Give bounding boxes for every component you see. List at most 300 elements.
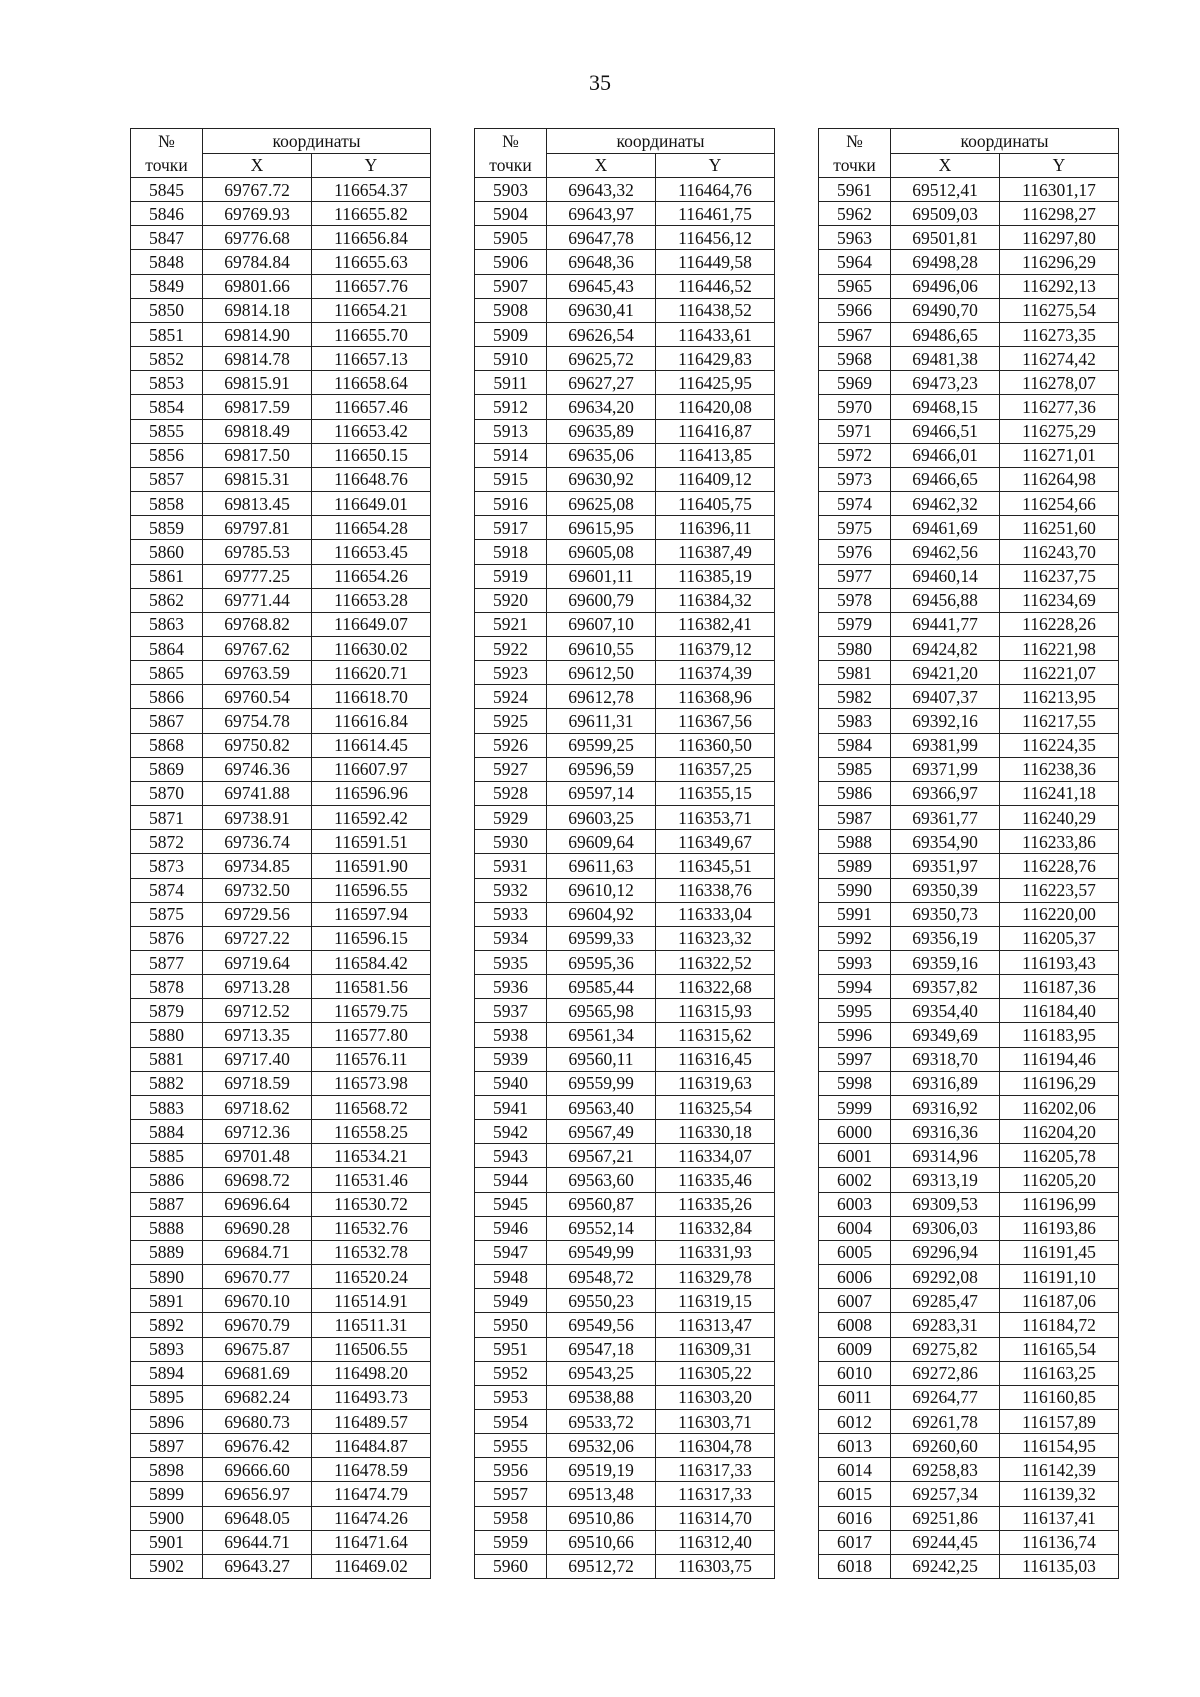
x-coordinate: 69549,56 bbox=[547, 1313, 656, 1337]
y-coordinate: 116240,29 bbox=[1000, 806, 1119, 830]
y-coordinate: 116237,75 bbox=[1000, 564, 1119, 588]
point-number: 5962 bbox=[819, 202, 891, 226]
header-coordinates: координаты bbox=[547, 129, 775, 154]
point-number: 5897 bbox=[131, 1434, 203, 1458]
point-number: 5936 bbox=[475, 975, 547, 999]
point-number: 5911 bbox=[475, 371, 547, 395]
table-row bbox=[131, 1071, 431, 1095]
table-row bbox=[475, 1095, 775, 1119]
x-coordinate: 69776.68 bbox=[203, 226, 312, 250]
x-coordinate: 69603,25 bbox=[547, 806, 656, 830]
table-row bbox=[475, 1337, 775, 1361]
y-coordinate: 116301,17 bbox=[1000, 178, 1119, 202]
point-number: 5845 bbox=[131, 178, 203, 202]
point-number: 5857 bbox=[131, 467, 203, 491]
table-row bbox=[131, 371, 431, 395]
x-coordinate: 69611,31 bbox=[547, 709, 656, 733]
x-coordinate: 69490,70 bbox=[891, 298, 1000, 322]
table-row bbox=[819, 1095, 1119, 1119]
table-row bbox=[819, 685, 1119, 709]
table-row bbox=[819, 1216, 1119, 1240]
point-number: 5856 bbox=[131, 443, 203, 467]
table-row bbox=[131, 1144, 431, 1168]
y-coordinate: 116316,45 bbox=[656, 1047, 775, 1071]
table-row bbox=[475, 1458, 775, 1482]
x-coordinate: 69533,72 bbox=[547, 1409, 656, 1433]
y-coordinate: 116315,62 bbox=[656, 1023, 775, 1047]
point-number: 5864 bbox=[131, 636, 203, 660]
point-number: 5961 bbox=[819, 178, 891, 202]
x-coordinate: 69630,41 bbox=[547, 298, 656, 322]
y-coordinate: 116449,58 bbox=[656, 250, 775, 274]
x-coordinate: 69392,16 bbox=[891, 709, 1000, 733]
y-coordinate: 116438,52 bbox=[656, 298, 775, 322]
point-number: 5940 bbox=[475, 1071, 547, 1095]
x-coordinate: 69543,25 bbox=[547, 1361, 656, 1385]
y-coordinate: 116241,18 bbox=[1000, 781, 1119, 805]
point-number: 5913 bbox=[475, 419, 547, 443]
y-coordinate: 116238,36 bbox=[1000, 757, 1119, 781]
y-coordinate: 116649.07 bbox=[312, 612, 431, 636]
point-number: 5975 bbox=[819, 516, 891, 540]
x-coordinate: 69501,81 bbox=[891, 226, 1000, 250]
point-number: 5875 bbox=[131, 902, 203, 926]
table-row bbox=[131, 1434, 431, 1458]
y-coordinate: 116137,41 bbox=[1000, 1506, 1119, 1530]
y-coordinate: 116234,69 bbox=[1000, 588, 1119, 612]
point-number: 6018 bbox=[819, 1554, 891, 1578]
y-coordinate: 116157,89 bbox=[1000, 1409, 1119, 1433]
table-row bbox=[819, 612, 1119, 636]
table-row bbox=[475, 564, 775, 588]
point-number: 5883 bbox=[131, 1095, 203, 1119]
table-row bbox=[819, 516, 1119, 540]
y-coordinate: 116464,76 bbox=[656, 178, 775, 202]
point-number: 6003 bbox=[819, 1192, 891, 1216]
x-coordinate: 69421,20 bbox=[891, 661, 1000, 685]
table-row bbox=[819, 951, 1119, 975]
table-row bbox=[475, 395, 775, 419]
table-row bbox=[131, 492, 431, 516]
point-number: 5977 bbox=[819, 564, 891, 588]
table-row bbox=[819, 926, 1119, 950]
table-row bbox=[131, 806, 431, 830]
table-row bbox=[131, 1337, 431, 1361]
header-point-label: точки bbox=[819, 153, 891, 178]
point-number: 5974 bbox=[819, 492, 891, 516]
table-row bbox=[819, 1289, 1119, 1313]
y-coordinate: 116251,60 bbox=[1000, 516, 1119, 540]
table-row bbox=[131, 854, 431, 878]
x-coordinate: 69675.87 bbox=[203, 1337, 312, 1361]
y-coordinate: 116355,15 bbox=[656, 781, 775, 805]
y-coordinate: 116330,18 bbox=[656, 1120, 775, 1144]
table-row bbox=[819, 1482, 1119, 1506]
header-point-number: № bbox=[819, 129, 891, 154]
x-coordinate: 69666.60 bbox=[203, 1458, 312, 1482]
point-number: 5854 bbox=[131, 395, 203, 419]
y-coordinate: 116194,46 bbox=[1000, 1047, 1119, 1071]
point-number: 6016 bbox=[819, 1506, 891, 1530]
y-coordinate: 116314,70 bbox=[656, 1506, 775, 1530]
table-row bbox=[475, 1361, 775, 1385]
y-coordinate: 116304,78 bbox=[656, 1434, 775, 1458]
x-coordinate: 69354,90 bbox=[891, 830, 1000, 854]
point-number: 5957 bbox=[475, 1482, 547, 1506]
x-coordinate: 69244,45 bbox=[891, 1530, 1000, 1554]
point-number: 5915 bbox=[475, 467, 547, 491]
point-number: 5997 bbox=[819, 1047, 891, 1071]
point-number: 5924 bbox=[475, 685, 547, 709]
table-row bbox=[131, 781, 431, 805]
y-coordinate: 116357,25 bbox=[656, 757, 775, 781]
point-number: 5882 bbox=[131, 1071, 203, 1095]
table-row bbox=[475, 516, 775, 540]
x-coordinate: 69698.72 bbox=[203, 1168, 312, 1192]
x-coordinate: 69366,97 bbox=[891, 781, 1000, 805]
table-row bbox=[475, 781, 775, 805]
table-row bbox=[131, 661, 431, 685]
point-number: 5999 bbox=[819, 1095, 891, 1119]
point-number: 6017 bbox=[819, 1530, 891, 1554]
y-coordinate: 116317,33 bbox=[656, 1482, 775, 1506]
x-coordinate: 69625,72 bbox=[547, 347, 656, 371]
y-coordinate: 116653.28 bbox=[312, 588, 431, 612]
point-number: 6014 bbox=[819, 1458, 891, 1482]
x-coordinate: 69604,92 bbox=[547, 902, 656, 926]
table-row bbox=[819, 1047, 1119, 1071]
y-coordinate: 116360,50 bbox=[656, 733, 775, 757]
x-coordinate: 69560,11 bbox=[547, 1047, 656, 1071]
point-number: 5861 bbox=[131, 564, 203, 588]
point-number: 5938 bbox=[475, 1023, 547, 1047]
y-coordinate: 116329,78 bbox=[656, 1265, 775, 1289]
x-coordinate: 69784.84 bbox=[203, 250, 312, 274]
table-row bbox=[475, 1554, 775, 1578]
table-row bbox=[475, 178, 775, 202]
x-coordinate: 69461,69 bbox=[891, 516, 1000, 540]
x-coordinate: 69635,06 bbox=[547, 443, 656, 467]
coordinates-table-1 bbox=[130, 128, 431, 1579]
header-coordinates: координаты bbox=[203, 129, 431, 154]
y-coordinate: 116630.02 bbox=[312, 636, 431, 660]
x-coordinate: 69599,33 bbox=[547, 926, 656, 950]
y-coordinate: 116498.20 bbox=[312, 1361, 431, 1385]
point-number: 5906 bbox=[475, 250, 547, 274]
y-coordinate: 116228,26 bbox=[1000, 612, 1119, 636]
table-row bbox=[819, 492, 1119, 516]
table-row bbox=[475, 951, 775, 975]
x-coordinate: 69563,60 bbox=[547, 1168, 656, 1192]
table-row bbox=[131, 1506, 431, 1530]
table-row bbox=[475, 1240, 775, 1264]
point-number: 5872 bbox=[131, 830, 203, 854]
header-point-label: точки bbox=[475, 153, 547, 178]
y-coordinate: 116183,95 bbox=[1000, 1023, 1119, 1047]
y-coordinate: 116274,42 bbox=[1000, 347, 1119, 371]
table-row bbox=[131, 902, 431, 926]
point-number: 5934 bbox=[475, 926, 547, 950]
table-row bbox=[131, 1265, 431, 1289]
table-row bbox=[131, 1047, 431, 1071]
point-number: 5941 bbox=[475, 1095, 547, 1119]
y-coordinate: 116322,52 bbox=[656, 951, 775, 975]
x-coordinate: 69258,83 bbox=[891, 1458, 1000, 1482]
point-number: 6007 bbox=[819, 1289, 891, 1313]
x-coordinate: 69473,23 bbox=[891, 371, 1000, 395]
y-coordinate: 116205,37 bbox=[1000, 926, 1119, 950]
x-coordinate: 69626,54 bbox=[547, 322, 656, 346]
table-row bbox=[475, 806, 775, 830]
x-coordinate: 69643,97 bbox=[547, 202, 656, 226]
x-coordinate: 69635,89 bbox=[547, 419, 656, 443]
x-coordinate: 69283,31 bbox=[891, 1313, 1000, 1337]
y-coordinate: 116607.97 bbox=[312, 757, 431, 781]
point-number: 5928 bbox=[475, 781, 547, 805]
y-coordinate: 116379,12 bbox=[656, 636, 775, 660]
y-coordinate: 116506.55 bbox=[312, 1337, 431, 1361]
point-number: 5948 bbox=[475, 1265, 547, 1289]
x-coordinate: 69552,14 bbox=[547, 1216, 656, 1240]
x-coordinate: 69361,77 bbox=[891, 806, 1000, 830]
table-row bbox=[819, 564, 1119, 588]
point-number: 5891 bbox=[131, 1289, 203, 1313]
table-row bbox=[475, 757, 775, 781]
x-coordinate: 69746.36 bbox=[203, 757, 312, 781]
point-number: 5858 bbox=[131, 492, 203, 516]
y-coordinate: 116277,36 bbox=[1000, 395, 1119, 419]
x-coordinate: 69769.93 bbox=[203, 202, 312, 226]
y-coordinate: 116653.45 bbox=[312, 540, 431, 564]
x-coordinate: 69560,87 bbox=[547, 1192, 656, 1216]
table-row bbox=[131, 830, 431, 854]
y-coordinate: 116305,22 bbox=[656, 1361, 775, 1385]
y-coordinate: 116220,00 bbox=[1000, 902, 1119, 926]
y-coordinate: 116484.87 bbox=[312, 1434, 431, 1458]
table-row bbox=[819, 757, 1119, 781]
point-number: 5979 bbox=[819, 612, 891, 636]
point-number: 5907 bbox=[475, 274, 547, 298]
y-coordinate: 116520.24 bbox=[312, 1265, 431, 1289]
x-coordinate: 69510,86 bbox=[547, 1506, 656, 1530]
y-coordinate: 116273,35 bbox=[1000, 322, 1119, 346]
table-row bbox=[131, 1192, 431, 1216]
table-row bbox=[131, 395, 431, 419]
y-coordinate: 116654.21 bbox=[312, 298, 431, 322]
y-coordinate: 116596.15 bbox=[312, 926, 431, 950]
y-coordinate: 116511.31 bbox=[312, 1313, 431, 1337]
x-coordinate: 69595,36 bbox=[547, 951, 656, 975]
x-coordinate: 69356,19 bbox=[891, 926, 1000, 950]
x-coordinate: 69314,96 bbox=[891, 1144, 1000, 1168]
point-number: 5919 bbox=[475, 564, 547, 588]
x-coordinate: 69727.22 bbox=[203, 926, 312, 950]
point-number: 5900 bbox=[131, 1506, 203, 1530]
x-coordinate: 69563,40 bbox=[547, 1095, 656, 1119]
table-row bbox=[819, 298, 1119, 322]
point-number: 5966 bbox=[819, 298, 891, 322]
point-number: 5989 bbox=[819, 854, 891, 878]
table-row bbox=[475, 1168, 775, 1192]
x-coordinate: 69717.40 bbox=[203, 1047, 312, 1071]
point-number: 5943 bbox=[475, 1144, 547, 1168]
x-coordinate: 69615,95 bbox=[547, 516, 656, 540]
y-coordinate: 116387,49 bbox=[656, 540, 775, 564]
y-coordinate: 116165,54 bbox=[1000, 1337, 1119, 1361]
point-number: 5942 bbox=[475, 1120, 547, 1144]
y-coordinate: 116196,29 bbox=[1000, 1071, 1119, 1095]
y-coordinate: 116591.51 bbox=[312, 830, 431, 854]
y-coordinate: 116315,93 bbox=[656, 999, 775, 1023]
table-row bbox=[131, 951, 431, 975]
x-coordinate: 69357,82 bbox=[891, 975, 1000, 999]
point-number: 5865 bbox=[131, 661, 203, 685]
x-coordinate: 69548,72 bbox=[547, 1265, 656, 1289]
x-coordinate: 69257,34 bbox=[891, 1482, 1000, 1506]
x-coordinate: 69732.50 bbox=[203, 878, 312, 902]
table-row bbox=[475, 1385, 775, 1409]
table-row bbox=[131, 1023, 431, 1047]
table-row bbox=[475, 854, 775, 878]
point-number: 5985 bbox=[819, 757, 891, 781]
point-number: 5903 bbox=[475, 178, 547, 202]
y-coordinate: 116531.46 bbox=[312, 1168, 431, 1192]
y-coordinate: 116493.73 bbox=[312, 1385, 431, 1409]
x-coordinate: 69729.56 bbox=[203, 902, 312, 926]
x-coordinate: 69607,10 bbox=[547, 612, 656, 636]
x-coordinate: 69354,40 bbox=[891, 999, 1000, 1023]
table-row bbox=[819, 322, 1119, 346]
y-coordinate: 116296,29 bbox=[1000, 250, 1119, 274]
table-row bbox=[475, 347, 775, 371]
point-number: 5927 bbox=[475, 757, 547, 781]
y-coordinate: 116573.98 bbox=[312, 1071, 431, 1095]
x-coordinate: 69251,86 bbox=[891, 1506, 1000, 1530]
table-row bbox=[819, 274, 1119, 298]
table-row bbox=[819, 999, 1119, 1023]
table-row bbox=[131, 1409, 431, 1433]
y-coordinate: 116657.76 bbox=[312, 274, 431, 298]
x-coordinate: 69712.52 bbox=[203, 999, 312, 1023]
point-number: 5889 bbox=[131, 1240, 203, 1264]
y-coordinate: 116332,84 bbox=[656, 1216, 775, 1240]
point-number: 5879 bbox=[131, 999, 203, 1023]
y-coordinate: 116193,43 bbox=[1000, 951, 1119, 975]
y-coordinate: 116657.13 bbox=[312, 347, 431, 371]
y-coordinate: 116657.46 bbox=[312, 395, 431, 419]
point-number: 5960 bbox=[475, 1554, 547, 1578]
point-number: 5916 bbox=[475, 492, 547, 516]
x-coordinate: 69466,65 bbox=[891, 467, 1000, 491]
x-coordinate: 69381,99 bbox=[891, 733, 1000, 757]
y-coordinate: 116298,27 bbox=[1000, 202, 1119, 226]
y-coordinate: 116228,76 bbox=[1000, 854, 1119, 878]
x-coordinate: 69734.85 bbox=[203, 854, 312, 878]
point-number: 6000 bbox=[819, 1120, 891, 1144]
x-coordinate: 69462,56 bbox=[891, 540, 1000, 564]
point-number: 5935 bbox=[475, 951, 547, 975]
point-number: 5890 bbox=[131, 1265, 203, 1289]
x-coordinate: 69462,32 bbox=[891, 492, 1000, 516]
y-coordinate: 116224,35 bbox=[1000, 733, 1119, 757]
y-coordinate: 116187,36 bbox=[1000, 975, 1119, 999]
table-row bbox=[819, 1071, 1119, 1095]
table-row bbox=[475, 1216, 775, 1240]
table-row bbox=[819, 661, 1119, 685]
point-number: 5932 bbox=[475, 878, 547, 902]
coordinates-table-2 bbox=[474, 128, 775, 1579]
table-row bbox=[819, 806, 1119, 830]
y-coordinate: 116331,93 bbox=[656, 1240, 775, 1264]
y-coordinate: 116374,39 bbox=[656, 661, 775, 685]
y-coordinate: 116534.21 bbox=[312, 1144, 431, 1168]
table-row bbox=[819, 395, 1119, 419]
point-number: 5978 bbox=[819, 588, 891, 612]
point-number: 5959 bbox=[475, 1530, 547, 1554]
x-coordinate: 69648,36 bbox=[547, 250, 656, 274]
y-coordinate: 116474.79 bbox=[312, 1482, 431, 1506]
table-row bbox=[819, 419, 1119, 443]
table-row bbox=[475, 298, 775, 322]
table-row bbox=[475, 926, 775, 950]
table-row bbox=[131, 1240, 431, 1264]
point-number: 5881 bbox=[131, 1047, 203, 1071]
point-number: 5984 bbox=[819, 733, 891, 757]
y-coordinate: 116385,19 bbox=[656, 564, 775, 588]
point-number: 5972 bbox=[819, 443, 891, 467]
table-row bbox=[475, 1047, 775, 1071]
point-number: 5944 bbox=[475, 1168, 547, 1192]
header-point-label: точки bbox=[131, 153, 203, 178]
y-coordinate: 116471.64 bbox=[312, 1530, 431, 1554]
point-number: 5968 bbox=[819, 347, 891, 371]
y-coordinate: 116558.25 bbox=[312, 1120, 431, 1144]
point-number: 5873 bbox=[131, 854, 203, 878]
x-coordinate: 69609,64 bbox=[547, 830, 656, 854]
y-coordinate: 116597.94 bbox=[312, 902, 431, 926]
y-coordinate: 116456,12 bbox=[656, 226, 775, 250]
x-coordinate: 69696.64 bbox=[203, 1192, 312, 1216]
table-row bbox=[819, 878, 1119, 902]
y-coordinate: 116204,20 bbox=[1000, 1120, 1119, 1144]
x-coordinate: 69567,21 bbox=[547, 1144, 656, 1168]
y-coordinate: 116323,32 bbox=[656, 926, 775, 950]
table-row bbox=[819, 902, 1119, 926]
table-row bbox=[131, 975, 431, 999]
y-coordinate: 116275,54 bbox=[1000, 298, 1119, 322]
table-row bbox=[131, 564, 431, 588]
point-number: 5980 bbox=[819, 636, 891, 660]
point-number: 5987 bbox=[819, 806, 891, 830]
header-point-number: № bbox=[131, 129, 203, 154]
y-coordinate: 116654.37 bbox=[312, 178, 431, 202]
y-coordinate: 116446,52 bbox=[656, 274, 775, 298]
x-coordinate: 69596,59 bbox=[547, 757, 656, 781]
y-coordinate: 116429,83 bbox=[656, 347, 775, 371]
x-coordinate: 69627,27 bbox=[547, 371, 656, 395]
point-number: 5965 bbox=[819, 274, 891, 298]
y-coordinate: 116322,68 bbox=[656, 975, 775, 999]
y-coordinate: 116139,32 bbox=[1000, 1482, 1119, 1506]
table-row bbox=[475, 709, 775, 733]
table-row bbox=[475, 975, 775, 999]
x-coordinate: 69670.79 bbox=[203, 1313, 312, 1337]
x-coordinate: 69718.62 bbox=[203, 1095, 312, 1119]
table-row bbox=[475, 902, 775, 926]
y-coordinate: 116413,85 bbox=[656, 443, 775, 467]
table-row bbox=[475, 1482, 775, 1506]
x-coordinate: 69643,32 bbox=[547, 178, 656, 202]
